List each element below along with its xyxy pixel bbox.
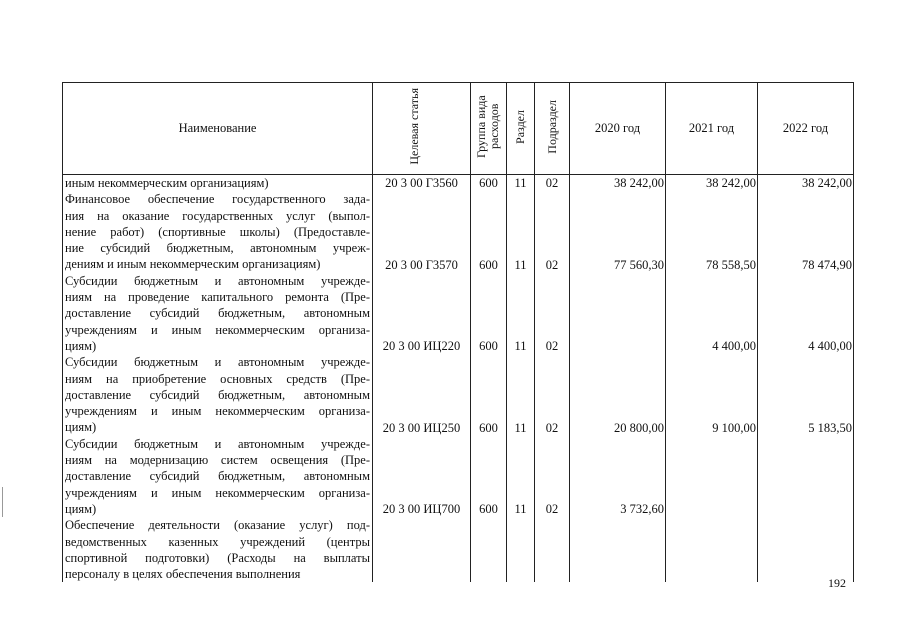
row-amount-2020	[570, 452, 666, 468]
row-amount-2020	[570, 322, 666, 338]
header-group: Группа вида расходов	[471, 83, 507, 175]
table-row	[63, 175, 854, 192]
row-subsection-code	[535, 436, 570, 452]
row-amount-2021: 38 242,00	[666, 175, 758, 192]
row-name-line: дениям и иным некоммерческим организациям)	[63, 256, 373, 272]
table-row	[63, 289, 854, 305]
row-amount-2020	[570, 224, 666, 240]
row-amount-2021	[666, 550, 758, 566]
row-amount-2022: 5 183,50	[758, 419, 854, 435]
row-amount-2020	[570, 468, 666, 484]
row-name-line: ниям на модернизацию систем освещения (Пре-	[63, 452, 373, 468]
header-section: Раздел	[507, 83, 535, 175]
row-amount-2021	[666, 403, 758, 419]
row-subsection-code	[535, 387, 570, 403]
row-amount-2021	[666, 387, 758, 403]
table-row	[63, 240, 854, 256]
row-section-code: 11	[507, 338, 535, 354]
row-name-line: доставление субсидий бюджетным, автономным	[63, 305, 373, 321]
table-row	[63, 485, 854, 501]
row-group-code	[471, 289, 507, 305]
row-amount-2022: 38 242,00	[758, 175, 854, 192]
row-amount-2021	[666, 566, 758, 582]
row-group-code	[471, 566, 507, 582]
row-subsection-code	[535, 517, 570, 533]
row-subsection-code	[535, 371, 570, 387]
row-section-code	[507, 240, 535, 256]
row-name-line: Субсидии бюджетным и автономным учрежде-	[63, 273, 373, 289]
row-amount-2020: 77 560,30	[570, 256, 666, 272]
row-subsection-code	[535, 224, 570, 240]
row-amount-2022: 78 474,90	[758, 256, 854, 272]
row-target-code	[373, 224, 471, 240]
row-amount-2022	[758, 485, 854, 501]
row-amount-2021	[666, 517, 758, 533]
table-row	[63, 436, 854, 452]
row-name-line: доставление субсидий бюджетным, автономным	[63, 387, 373, 403]
row-section-code	[507, 208, 535, 224]
row-name-line: Обеспечение деятельности (оказание услуг) под-	[63, 517, 373, 533]
row-amount-2020	[570, 273, 666, 289]
row-target-code	[373, 403, 471, 419]
row-subsection-code	[535, 289, 570, 305]
table-row	[63, 208, 854, 224]
row-target-code	[373, 436, 471, 452]
row-amount-2020	[570, 566, 666, 582]
row-section-code	[507, 371, 535, 387]
table-row	[63, 419, 854, 435]
row-group-code: 600	[471, 256, 507, 272]
row-amount-2021	[666, 208, 758, 224]
row-target-code	[373, 240, 471, 256]
row-amount-2022	[758, 436, 854, 452]
row-amount-2021	[666, 224, 758, 240]
row-target-code	[373, 468, 471, 484]
row-amount-2022: 4 400,00	[758, 338, 854, 354]
row-amount-2022	[758, 371, 854, 387]
row-amount-2022	[758, 501, 854, 517]
header-2020: 2020 год	[570, 83, 666, 175]
table-row	[63, 534, 854, 550]
row-name-line: Субсидии бюджетным и автономным учрежде-	[63, 436, 373, 452]
row-amount-2020	[570, 534, 666, 550]
row-name-line: учреждениям и иным некоммерческим организа-	[63, 403, 373, 419]
row-target-code	[373, 208, 471, 224]
row-section-code	[507, 468, 535, 484]
row-group-code: 600	[471, 419, 507, 435]
row-name-line: ведомственных казенных учреждений (центры	[63, 534, 373, 550]
row-amount-2021	[666, 191, 758, 207]
row-section-code: 11	[507, 256, 535, 272]
row-amount-2021: 9 100,00	[666, 419, 758, 435]
row-subsection-code	[535, 322, 570, 338]
row-target-code	[373, 517, 471, 533]
row-group-code	[471, 436, 507, 452]
row-name-line: ние субсидий бюджетным, автономным учреж-	[63, 240, 373, 256]
row-group-code	[471, 485, 507, 501]
row-target-code	[373, 387, 471, 403]
row-target-code: 20 3 00 Г3570	[373, 256, 471, 272]
row-section-code	[507, 485, 535, 501]
row-name-line: ниям на проведение капитального ремонта (Пре-	[63, 289, 373, 305]
row-amount-2021	[666, 305, 758, 321]
row-amount-2020	[570, 517, 666, 533]
row-amount-2020: 3 732,60	[570, 501, 666, 517]
row-amount-2021	[666, 452, 758, 468]
row-subsection-code	[535, 468, 570, 484]
row-group-code: 600	[471, 338, 507, 354]
row-group-code	[471, 387, 507, 403]
table-row	[63, 517, 854, 533]
row-group-code	[471, 191, 507, 207]
row-name-line: учреждениям и иным некоммерческим организа-	[63, 485, 373, 501]
row-subsection-code	[535, 305, 570, 321]
row-amount-2021: 78 558,50	[666, 256, 758, 272]
table-header-row	[63, 83, 854, 175]
row-amount-2020	[570, 436, 666, 452]
row-amount-2021	[666, 534, 758, 550]
table-body	[63, 175, 854, 583]
row-subsection-code	[535, 191, 570, 207]
row-amount-2020	[570, 354, 666, 370]
header-target: Целевая статья	[373, 83, 471, 175]
row-amount-2021	[666, 485, 758, 501]
row-section-code	[507, 436, 535, 452]
table-row	[63, 371, 854, 387]
table-row	[63, 224, 854, 240]
row-amount-2022	[758, 273, 854, 289]
row-subsection-code	[535, 534, 570, 550]
row-subsection-code	[535, 485, 570, 501]
row-section-code	[507, 550, 535, 566]
row-amount-2020	[570, 371, 666, 387]
row-section-code: 11	[507, 501, 535, 517]
table-row	[63, 191, 854, 207]
row-section-code	[507, 387, 535, 403]
row-amount-2020: 38 242,00	[570, 175, 666, 192]
row-group-code: 600	[471, 501, 507, 517]
row-target-code	[373, 485, 471, 501]
row-group-code	[471, 517, 507, 533]
row-amount-2022	[758, 322, 854, 338]
row-amount-2020	[570, 240, 666, 256]
row-subsection-code	[535, 566, 570, 582]
row-group-code	[471, 224, 507, 240]
row-section-code	[507, 322, 535, 338]
row-section-code: 11	[507, 419, 535, 435]
row-group-code	[471, 550, 507, 566]
row-amount-2021	[666, 240, 758, 256]
row-amount-2022	[758, 468, 854, 484]
row-target-code	[373, 289, 471, 305]
row-subsection-code: 02	[535, 338, 570, 354]
row-section-code	[507, 289, 535, 305]
row-amount-2021	[666, 501, 758, 517]
row-section-code	[507, 452, 535, 468]
row-amount-2022	[758, 354, 854, 370]
row-target-code	[373, 534, 471, 550]
row-target-code: 20 3 00 Г3560	[373, 175, 471, 192]
table-row	[63, 566, 854, 582]
row-name-line: спортивной подготовки) (Расходы на выплаты	[63, 550, 373, 566]
row-subsection-code	[535, 550, 570, 566]
page-number: 192	[828, 576, 846, 590]
table-row	[63, 305, 854, 321]
row-target-code	[373, 452, 471, 468]
table-row	[63, 501, 854, 517]
row-amount-2021	[666, 354, 758, 370]
table-row	[63, 256, 854, 272]
row-subsection-code	[535, 208, 570, 224]
row-amount-2022	[758, 191, 854, 207]
row-subsection-code	[535, 452, 570, 468]
row-name-line: Финансовое обеспечение государственного зада-	[63, 191, 373, 207]
row-amount-2020	[570, 485, 666, 501]
table-row	[63, 354, 854, 370]
row-amount-2020	[570, 191, 666, 207]
row-section-code	[507, 305, 535, 321]
header-subsection: Подраздел	[535, 83, 570, 175]
row-amount-2021	[666, 468, 758, 484]
row-amount-2021	[666, 436, 758, 452]
row-section-code	[507, 354, 535, 370]
row-target-code	[373, 550, 471, 566]
row-amount-2020	[570, 305, 666, 321]
row-amount-2021	[666, 273, 758, 289]
row-amount-2021	[666, 322, 758, 338]
row-target-code	[373, 273, 471, 289]
row-target-code: 20 3 00 ИЦ220	[373, 338, 471, 354]
row-group-code	[471, 354, 507, 370]
row-amount-2021: 4 400,00	[666, 338, 758, 354]
row-amount-2021	[666, 289, 758, 305]
row-group-code	[471, 534, 507, 550]
row-amount-2022	[758, 208, 854, 224]
row-target-code	[373, 191, 471, 207]
table-row	[63, 387, 854, 403]
row-section-code	[507, 273, 535, 289]
row-target-code	[373, 566, 471, 582]
scan-margin-mark	[2, 487, 3, 517]
row-subsection-code: 02	[535, 501, 570, 517]
row-section-code	[507, 517, 535, 533]
row-group-code	[471, 305, 507, 321]
row-subsection-code	[535, 273, 570, 289]
row-amount-2020	[570, 387, 666, 403]
row-target-code	[373, 354, 471, 370]
row-amount-2020	[570, 338, 666, 354]
row-amount-2021	[666, 371, 758, 387]
row-name-line: ния на оказание государственных услуг (выпол-	[63, 208, 373, 224]
row-name-line: учреждениям и иным некоммерческим организа-	[63, 322, 373, 338]
row-name-line: циям)	[63, 501, 373, 517]
row-name-line: циям)	[63, 419, 373, 435]
header-name: Наименование	[63, 83, 373, 175]
row-subsection-code	[535, 354, 570, 370]
row-amount-2022	[758, 550, 854, 566]
table-row	[63, 452, 854, 468]
row-amount-2022	[758, 224, 854, 240]
table-row	[63, 273, 854, 289]
row-subsection-code: 02	[535, 175, 570, 192]
row-group-code: 600	[471, 175, 507, 192]
row-amount-2022	[758, 534, 854, 550]
row-target-code	[373, 322, 471, 338]
table-row	[63, 403, 854, 419]
row-subsection-code: 02	[535, 256, 570, 272]
header-2022: 2022 год	[758, 83, 854, 175]
row-subsection-code	[535, 403, 570, 419]
row-name-line: нение работ) (спортивные школы) (Предоставле-	[63, 224, 373, 240]
row-amount-2022	[758, 452, 854, 468]
row-subsection-code: 02	[535, 419, 570, 435]
row-group-code	[471, 208, 507, 224]
row-group-code	[471, 452, 507, 468]
row-amount-2022	[758, 289, 854, 305]
row-group-code	[471, 273, 507, 289]
table-row	[63, 468, 854, 484]
row-target-code: 20 3 00 ИЦ700	[373, 501, 471, 517]
row-section-code	[507, 224, 535, 240]
row-target-code	[373, 305, 471, 321]
row-name-line: доставление субсидий бюджетным, автономным	[63, 468, 373, 484]
row-amount-2020: 20 800,00	[570, 419, 666, 435]
row-target-code: 20 3 00 ИЦ250	[373, 419, 471, 435]
row-name-line: иным некоммерческим организациям)	[63, 175, 373, 192]
row-section-code	[507, 566, 535, 582]
row-subsection-code	[535, 240, 570, 256]
table-row	[63, 550, 854, 566]
row-section-code	[507, 191, 535, 207]
row-target-code	[373, 371, 471, 387]
row-amount-2022	[758, 387, 854, 403]
row-group-code	[471, 371, 507, 387]
row-name-line: персоналу в целях обеспечения выполнения	[63, 566, 373, 582]
row-section-code	[507, 403, 535, 419]
row-amount-2020	[570, 289, 666, 305]
row-group-code	[471, 468, 507, 484]
row-section-code	[507, 534, 535, 550]
row-amount-2022	[758, 517, 854, 533]
row-amount-2022	[758, 305, 854, 321]
row-name-line: циям)	[63, 338, 373, 354]
header-2021: 2021 год	[666, 83, 758, 175]
row-section-code: 11	[507, 175, 535, 192]
row-amount-2020	[570, 208, 666, 224]
row-group-code	[471, 322, 507, 338]
row-name-line: ниям на приобретение основных средств (Пре-	[63, 371, 373, 387]
budget-table	[62, 82, 854, 582]
row-group-code	[471, 403, 507, 419]
table-row	[63, 322, 854, 338]
table-row	[63, 338, 854, 354]
row-name-line: Субсидии бюджетным и автономным учрежде-	[63, 354, 373, 370]
row-group-code	[471, 240, 507, 256]
budget-table-container	[62, 82, 853, 582]
row-amount-2020	[570, 550, 666, 566]
row-amount-2020	[570, 403, 666, 419]
row-amount-2022	[758, 240, 854, 256]
row-amount-2022	[758, 403, 854, 419]
